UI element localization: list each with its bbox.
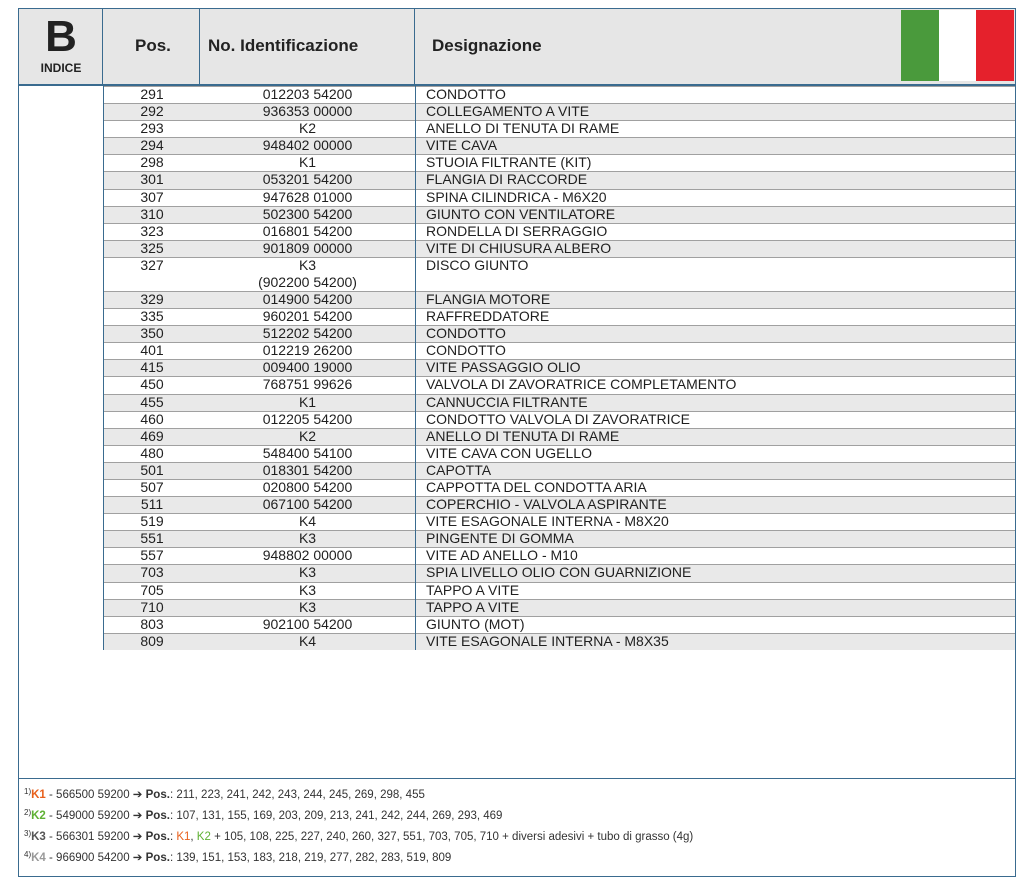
designation-cell: RONDELLA DI SERRAGGIO <box>415 223 1015 240</box>
table-row <box>19 308 1015 325</box>
table-row <box>19 376 1015 393</box>
identification-cell <box>200 530 415 547</box>
designation-cell: COLLEGAMENTO A VITE <box>415 103 1015 120</box>
identification-number: K3 <box>298 581 317 598</box>
pos-cell: 450 <box>103 376 200 393</box>
table-row <box>19 291 1015 308</box>
pos-cell: 335 <box>103 308 200 325</box>
designation-cell: COPERCHIO - VALVOLA ASPIRANTE <box>415 496 1015 513</box>
column-header-identification: No. Identificazione <box>208 36 359 55</box>
index-cell <box>19 376 103 393</box>
identification-number: 016801 54200 <box>262 222 353 239</box>
index-cell <box>19 206 103 223</box>
identification-cell <box>200 206 415 223</box>
index-cell <box>19 154 103 171</box>
identification-number: K3 <box>298 530 317 547</box>
designation-cell: DISCO GIUNTO <box>415 257 1015 291</box>
pos-cell: 703 <box>103 564 200 581</box>
pos-cell: 329 <box>103 291 200 308</box>
identification-cell <box>200 189 415 206</box>
pos-cell: 350 <box>103 325 200 342</box>
identification-number: 502300 54200 <box>262 205 353 222</box>
table-row <box>19 342 1015 359</box>
index-cell <box>19 120 103 137</box>
italian-flag-icon <box>901 10 1014 81</box>
table-row <box>19 513 1015 530</box>
identification-number: K3 <box>298 598 317 615</box>
identification-number: K2 <box>298 427 317 444</box>
table-row <box>19 257 1015 291</box>
index-cell <box>19 86 103 103</box>
flag-white-band <box>939 10 977 81</box>
identification-cell <box>200 291 415 308</box>
identification-number: 948802 00000 <box>262 547 353 564</box>
identification-number: 012203 54200 <box>262 86 353 102</box>
designation-cell: VALVOLA DI ZAVORATRICE COMPLETAMENTO <box>415 376 1015 393</box>
table-row <box>19 547 1015 564</box>
identification-cell <box>200 428 415 445</box>
column-header-designation: Designazione <box>432 36 542 55</box>
index-cell <box>19 547 103 564</box>
pos-cell: 301 <box>103 171 200 188</box>
pos-cell: 415 <box>103 359 200 376</box>
table-header <box>19 9 1015 86</box>
designation-cell: VITE AD ANELLO - M10 <box>415 547 1015 564</box>
pos-cell: 511 <box>103 496 200 513</box>
index-cell <box>19 257 103 291</box>
table-row <box>19 154 1015 171</box>
identification-cell <box>200 411 415 428</box>
table-row <box>19 462 1015 479</box>
index-cell <box>19 342 103 359</box>
designation-cell: FLANGIA MOTORE <box>415 291 1015 308</box>
index-cell <box>19 308 103 325</box>
index-cell <box>19 496 103 513</box>
identification-cell <box>200 171 415 188</box>
identification-number: K3 <box>298 256 317 273</box>
designation-cell: VITE ESAGONALE INTERNA - M8X20 <box>415 513 1015 530</box>
identification-number-alt: (902200 54200) <box>258 273 357 290</box>
table-row <box>19 564 1015 581</box>
identification-cell <box>200 564 415 581</box>
pos-cell: 710 <box>103 599 200 616</box>
pos-cell: 401 <box>103 342 200 359</box>
pos-cell: 803 <box>103 616 200 633</box>
identification-number: 902100 54200 <box>262 615 353 632</box>
designation-cell: CONDOTTO <box>415 86 1015 103</box>
footnotes <box>19 778 1015 877</box>
index-cell <box>19 103 103 120</box>
designation-cell: RAFFREDDATORE <box>415 308 1015 325</box>
index-cell <box>19 171 103 188</box>
identification-cell <box>200 479 415 496</box>
parts-list-sheet <box>18 8 1016 877</box>
table-row <box>19 240 1015 257</box>
table-row <box>19 189 1015 206</box>
designation-cell: SPIA LIVELLO OLIO CON GUARNIZIONE <box>415 564 1015 581</box>
identification-number: 512202 54200 <box>262 325 353 342</box>
table-row <box>19 428 1015 445</box>
pos-cell: 460 <box>103 411 200 428</box>
identification-number: K4 <box>298 632 317 649</box>
designation-cell: CONDOTTO <box>415 325 1015 342</box>
table-row <box>19 616 1015 633</box>
identification-cell <box>200 445 415 462</box>
identification-cell <box>200 496 415 513</box>
identification-number: 936353 00000 <box>262 103 353 120</box>
designation-cell: ANELLO DI TENUTA DI RAME <box>415 120 1015 137</box>
identification-number: 018301 54200 <box>262 461 353 478</box>
designation-cell: VITE ESAGONALE INTERNA - M8X35 <box>415 633 1015 650</box>
identification-number: K2 <box>298 120 317 137</box>
index-cell <box>19 479 103 496</box>
pos-cell: 323 <box>103 223 200 240</box>
identification-cell <box>200 257 415 291</box>
table-row <box>19 137 1015 154</box>
designation-cell: CAPOTTA <box>415 462 1015 479</box>
designation-cell: VITE PASSAGGIO OLIO <box>415 359 1015 376</box>
designation-cell: TAPPO A VITE <box>415 599 1015 616</box>
index-cell <box>19 291 103 308</box>
designation-cell: STUOIA FILTRANTE (KIT) <box>415 154 1015 171</box>
identification-number: 948402 00000 <box>262 137 353 154</box>
identification-cell <box>200 394 415 411</box>
pos-cell: 809 <box>103 633 200 650</box>
pos-cell: 551 <box>103 530 200 547</box>
column-header-pos: Pos. <box>135 36 171 55</box>
pos-cell: 292 <box>103 103 200 120</box>
identification-cell <box>200 599 415 616</box>
footnote-k4: $^{4)}$K4 - 966900 54200 ➔ Pos.: 139, 151, 153, 183, 218, 219, 277, 282, 283, 519, 809 <box>24 850 452 864</box>
index-cell <box>19 240 103 257</box>
identification-cell <box>200 86 415 103</box>
identification-cell <box>200 376 415 393</box>
identification-number: 067100 54200 <box>262 496 353 513</box>
designation-cell: TAPPO A VITE <box>415 582 1015 599</box>
identification-number: 014900 54200 <box>262 290 353 307</box>
identification-number: 053201 54200 <box>262 171 353 188</box>
table-row <box>19 633 1015 650</box>
index-cell <box>19 599 103 616</box>
pos-cell: 307 <box>103 189 200 206</box>
identification-number: K3 <box>298 564 317 581</box>
index-cell <box>19 223 103 240</box>
table-row <box>19 530 1015 547</box>
identification-cell <box>200 513 415 530</box>
identification-cell <box>200 582 415 599</box>
pos-cell: 327 <box>103 257 200 291</box>
index-cell <box>19 359 103 376</box>
designation-cell: ANELLO DI TENUTA DI RAME <box>415 428 1015 445</box>
pos-cell: 325 <box>103 240 200 257</box>
pos-cell: 557 <box>103 547 200 564</box>
designation-cell: CONDOTTO <box>415 342 1015 359</box>
identification-number: K4 <box>298 513 317 530</box>
table-row <box>19 582 1015 599</box>
pos-cell: 298 <box>103 154 200 171</box>
identification-number: 960201 54200 <box>262 308 353 325</box>
table-row <box>19 86 1015 103</box>
designation-cell: PINGENTE DI GOMMA <box>415 530 1015 547</box>
identification-number: 012219 26200 <box>262 342 353 359</box>
identification-number: K1 <box>298 154 317 171</box>
footnote-k2: $^{2)}$K2 - 549000 59200 ➔ Pos.: 107, 131, 155, 169, 203, 209, 213, 241, 242, 244, 269, 293, 469 <box>24 808 503 822</box>
table-row <box>19 411 1015 428</box>
designation-cell: VITE CAVA CON UGELLO <box>415 445 1015 462</box>
identification-cell <box>200 308 415 325</box>
pos-cell: 507 <box>103 479 200 496</box>
index-cell <box>19 513 103 530</box>
parts-table-body <box>19 86 1015 650</box>
table-row <box>19 223 1015 240</box>
table-row <box>19 599 1015 616</box>
identification-number: K1 <box>298 393 317 410</box>
designation-cell: CANNUCCIA FILTRANTE <box>415 394 1015 411</box>
identification-number: 901809 00000 <box>262 239 353 256</box>
identification-cell <box>200 359 415 376</box>
table-row <box>19 103 1015 120</box>
index-cell <box>19 445 103 462</box>
index-cell <box>19 462 103 479</box>
identification-cell <box>200 547 415 564</box>
designation-cell: CONDOTTO VALVOLA DI ZAVORATRICE <box>415 411 1015 428</box>
index-cell <box>19 411 103 428</box>
index-cell <box>19 325 103 342</box>
flag-green-band <box>901 10 939 81</box>
designation-cell: GIUNTO CON VENTILATORE <box>415 206 1015 223</box>
pos-cell: 455 <box>103 394 200 411</box>
designation-cell: CAPPOTTA DEL CONDOTTA ARIA <box>415 479 1015 496</box>
pos-cell: 480 <box>103 445 200 462</box>
index-cell <box>19 530 103 547</box>
designation-cell: VITE DI CHIUSURA ALBERO <box>415 240 1015 257</box>
pos-cell: 519 <box>103 513 200 530</box>
pos-cell: 291 <box>103 86 200 103</box>
identification-cell <box>200 223 415 240</box>
table-row <box>19 445 1015 462</box>
pos-cell: 293 <box>103 120 200 137</box>
table-row <box>19 479 1015 496</box>
index-cell <box>19 582 103 599</box>
identification-cell <box>200 137 415 154</box>
identification-cell <box>200 120 415 137</box>
table-row <box>19 496 1015 513</box>
identification-cell <box>200 462 415 479</box>
table-row <box>19 206 1015 223</box>
identification-number: 012205 54200 <box>262 410 353 427</box>
footnote-k3: $^{3)}$K3 - 566301 59200 ➔ Pos.: K1, K2 + 105, 108, 225, 227, 240, 260, 327, 551, 703, 705, 710 + diversi adesivi + tubo di grasso (4g) <box>24 829 694 843</box>
identification-number: 548400 54100 <box>262 444 353 461</box>
footnote-k1: $^{1)}$K1 - 566500 59200 ➔ Pos.: 211, 223, 241, 242, 243, 244, 245, 269, 298, 455 <box>24 787 425 801</box>
identification-cell <box>200 342 415 359</box>
pos-cell: 294 <box>103 137 200 154</box>
table-row <box>19 394 1015 411</box>
pos-cell: 705 <box>103 582 200 599</box>
index-cell <box>19 564 103 581</box>
pos-cell: 310 <box>103 206 200 223</box>
table-row <box>19 325 1015 342</box>
table-row <box>19 120 1015 137</box>
identification-number: 020800 54200 <box>262 478 353 495</box>
index-label: INDICE <box>40 61 82 75</box>
identification-cell <box>200 616 415 633</box>
identification-number: 009400 19000 <box>262 359 353 376</box>
index-cell <box>19 633 103 650</box>
identification-cell <box>200 633 415 650</box>
index-cell <box>19 394 103 411</box>
index-cell <box>19 189 103 206</box>
designation-cell: FLANGIA DI RACCORDE <box>415 171 1015 188</box>
index-cell <box>19 137 103 154</box>
designation-cell: SPINA CILINDRICA - M6X20 <box>415 189 1015 206</box>
flag-red-band <box>976 10 1014 81</box>
index-cell <box>19 616 103 633</box>
designation-cell: VITE CAVA <box>415 137 1015 154</box>
identification-number: 947628 01000 <box>262 188 353 205</box>
identification-cell <box>200 103 415 120</box>
designation-cell: GIUNTO (MOT) <box>415 616 1015 633</box>
index-cell <box>19 428 103 445</box>
table-row <box>19 171 1015 188</box>
identification-cell <box>200 240 415 257</box>
identification-cell <box>200 154 415 171</box>
section-letter: B <box>45 12 77 61</box>
identification-cell <box>200 325 415 342</box>
identification-number: 768751 99626 <box>262 376 353 393</box>
pos-cell: 501 <box>103 462 200 479</box>
table-row <box>19 359 1015 376</box>
pos-cell: 469 <box>103 428 200 445</box>
